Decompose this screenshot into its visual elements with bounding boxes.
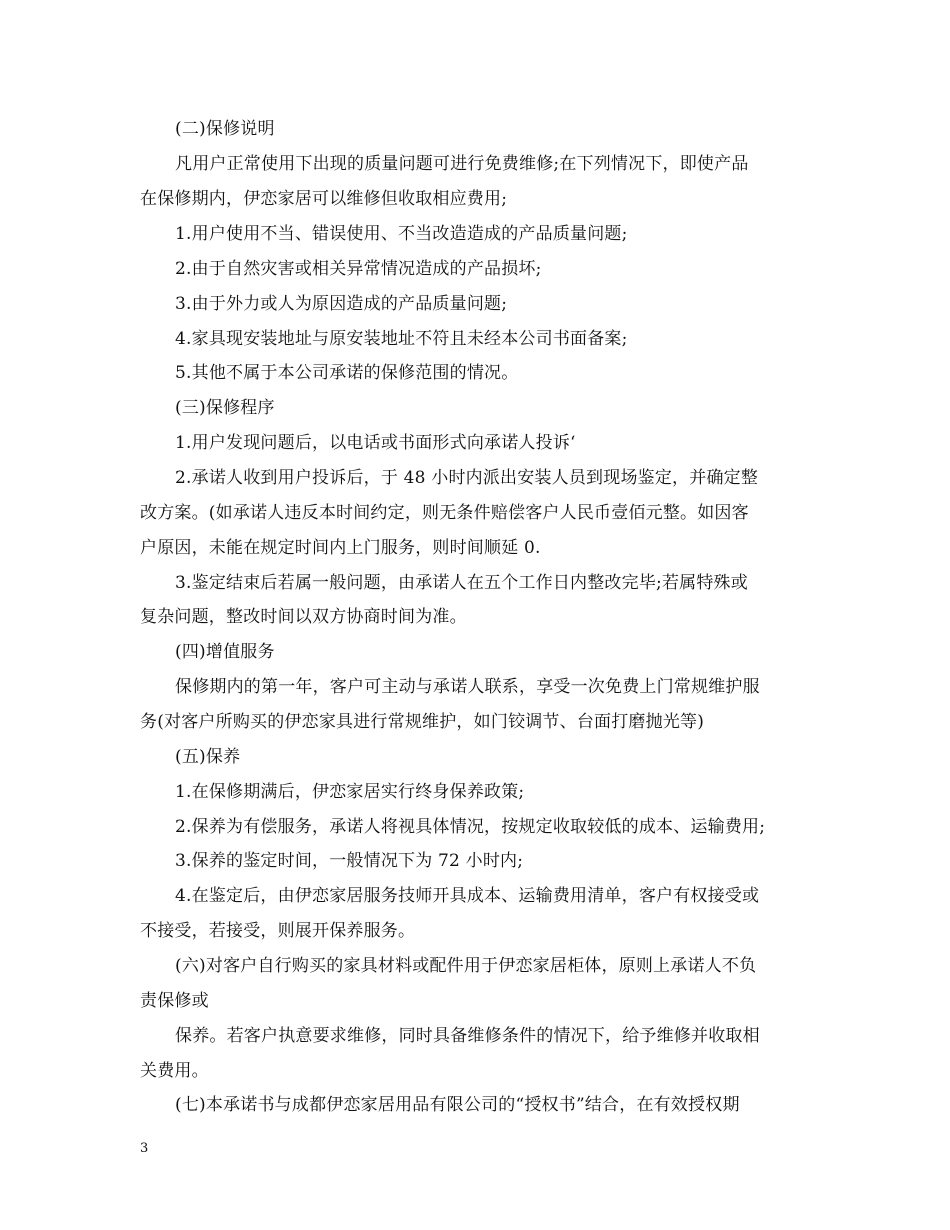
list-item: 4.在鉴定后，由伊恋家居服务技师开具成本、运输费用清单，客户有权接受或 [175, 886, 760, 906]
paragraph-line: 在保修期内，伊恋家居可以维修但收取相应费用; [140, 189, 508, 209]
paragraph-line: 务(对客户所购买的伊恋家具进行常规维护，如门铰调节、台面打磨抛光等) [140, 712, 705, 732]
paragraph-line: 保养。若客户执意要求维修，同时具备维修条件的情况下，给予维修并收取相 [175, 1026, 760, 1046]
paragraph-line: 改方案。(如承诺人违反本时间约定，则无条件赔偿客户人民币壹佰元整。如因客 [140, 503, 749, 523]
paragraph-line: 责保修或 [140, 991, 209, 1011]
list-item: 4.家具现安装地址与原安装地址不符且未经本公司书面备案; [175, 329, 628, 349]
section-heading: (四)增值服务 [175, 642, 275, 662]
list-item: 2.由于自然灾害或相关异常情况造成的产品损坏; [175, 259, 542, 279]
paragraph-line: 关费用。 [140, 1061, 209, 1081]
section-heading: (二)保修说明 [175, 119, 275, 139]
paragraph-line: 复杂问题，整改时间以双方协商时间为准。 [140, 607, 467, 627]
paragraph-line: 不接受，若接受，则展开保养服务。 [140, 921, 416, 941]
section-heading: (六)对客户自行购买的家具材料或配件用于伊恋家居柜体，原则上承诺人不负 [175, 956, 757, 976]
list-item: 3.保养的鉴定时间，一般情况下为 72 小时内; [175, 851, 524, 871]
list-item: 3.鉴定结束后若属一般问题，由承诺人在五个工作日内整改完毕;若属特殊或 [175, 573, 748, 593]
list-item: 2.保养为有偿服务，承诺人将视具体情况，按规定收取较低的成本、运输费用; [175, 817, 766, 837]
section-heading: (五)保养 [175, 747, 241, 767]
list-item: 1.在保修期满后，伊恋家居实行终身保养政策; [175, 782, 525, 802]
list-item: 2.承诺人收到用户投诉后，于 48 小时内派出安装人员到现场鉴定，并确定整 [175, 468, 759, 488]
paragraph-line: 凡用户正常使用下出现的质量问题可进行免费维修;在下列情况下，即使产品 [175, 154, 749, 174]
list-item: 5.其他不属于本公司承诺的保修范围的情况。 [175, 363, 519, 383]
section-heading: (三)保修程序 [175, 398, 275, 418]
list-item: 1.用户发现问题后，以电话或书面形式向承诺人投诉‘ [175, 433, 576, 453]
paragraph-line: 保修期内的第一年，客户可主动与承诺人联系，享受一次免费上门常规维护服 [175, 677, 760, 697]
list-item: 1.用户使用不当、错误使用、不当改造造成的产品质量问题; [175, 224, 628, 244]
section-heading: (七)本承诺书与成都伊恋家居用品有限公司的“授权书”结合，在有效授权期 [175, 1095, 740, 1115]
list-item: 3.由于外力或人为原因造成的产品质量问题; [175, 294, 508, 314]
paragraph-line: 户原因，未能在规定时间内上门服务，则时间顺延 0. [140, 538, 541, 558]
page-number: 3 [140, 1141, 149, 1156]
